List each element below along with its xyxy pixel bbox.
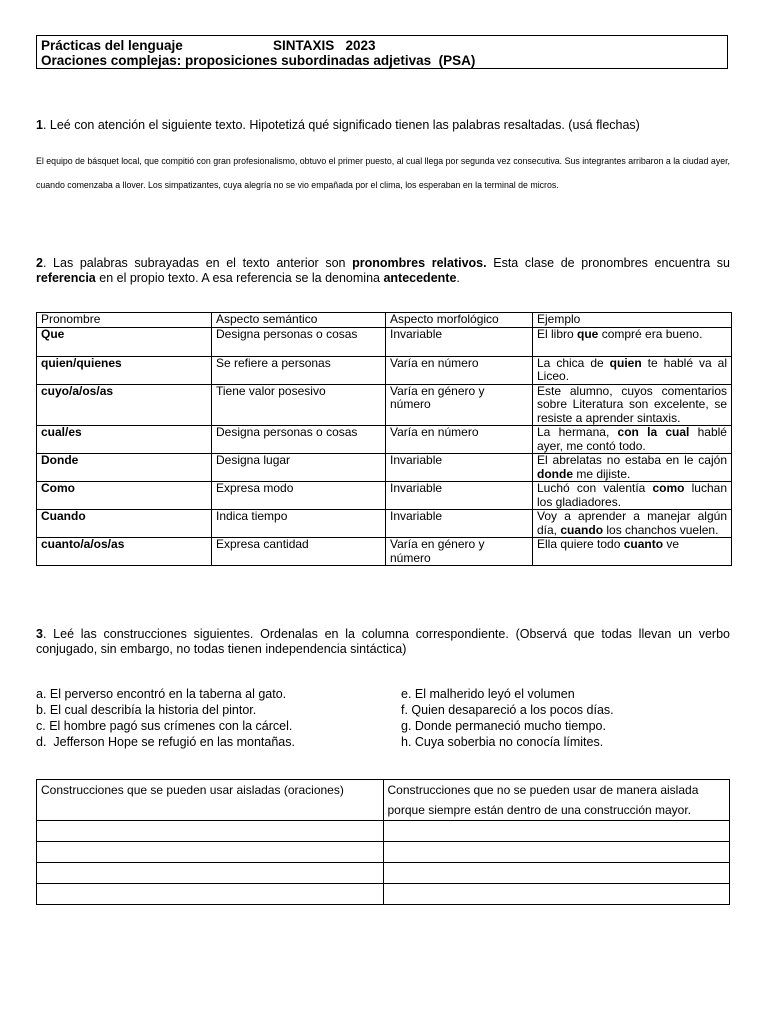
example-cell — [533, 510, 732, 538]
classification-header-row — [37, 780, 730, 821]
example-bold: cuanto — [623, 537, 664, 551]
question-1-text: . Leé con atención el siguiente texto. Hipotetizá qué significado tienen las palabras resaltadas. (usá flechas) — [42, 118, 640, 132]
example-text: Voy a aprender a manejar algún día, — [537, 509, 727, 537]
example-text: luchan los gladiadores. — [537, 481, 727, 509]
question-2-text-2: Esta clase de pronombres encuentra su — [486, 256, 730, 270]
pronoun-cell: cual/es — [37, 426, 212, 454]
subject-title: Prácticas del lenguaje — [41, 38, 183, 53]
pronoun-cell: Como — [37, 482, 212, 510]
example-text: Este alumno, cuyos comentarios sobre Literatura son excelente, se resiste a aprender sintaxis. — [537, 383, 727, 425]
worksheet-subtitle: Oraciones complejas: proposiciones subordinadas adjetivas (PSA) — [41, 53, 476, 68]
example-cell — [533, 454, 732, 482]
topic-title: SINTAXIS 2023 — [273, 38, 376, 53]
list-item: e. El malherido leyó el volumen — [401, 687, 575, 701]
example-text: La chica de — [537, 355, 610, 370]
answer-row — [37, 842, 730, 863]
pronoun-cell: Donde — [37, 454, 212, 482]
example-text: me dijiste. — [573, 466, 631, 481]
example-text: Ella quiere todo — [537, 537, 624, 551]
list-item: g. Donde permaneció mucho tiempo. — [401, 719, 606, 733]
example-text: compré era bueno. — [598, 326, 703, 341]
example-text: los chanchos vuelen. — [603, 522, 719, 537]
column-oraciones-header: Construcciones que se pueden usar aisladas (oraciones) — [37, 780, 384, 821]
example-bold: que — [577, 326, 599, 341]
list-item: d. Jefferson Hope se refugió en las montañas. — [36, 735, 295, 749]
question-2-text-4: . — [456, 270, 460, 285]
semantic-cell: Indica tiempo — [212, 510, 386, 538]
example-text: hablé ayer, me contó todo. — [537, 425, 727, 453]
list-item: h. Cuya soberbia no conocía límites. — [401, 735, 604, 749]
semantic-cell: Designa lugar — [212, 454, 386, 482]
header-morfologico: Aspecto morfológico — [386, 313, 533, 328]
example-cell — [533, 538, 732, 566]
list-item: f. Quien desapareció a los pocos días. — [401, 703, 614, 717]
table-row — [37, 327, 732, 356]
semantic-cell: Se refiere a personas — [212, 356, 386, 384]
answer-cell-aisladas[interactable] — [37, 821, 384, 842]
question-2-bold-1: pronombres relativos. — [352, 256, 487, 270]
example-bold: cuando — [560, 522, 604, 537]
classification-table — [36, 779, 730, 905]
morphology-cell: Invariable — [386, 327, 533, 356]
relative-pronouns-table — [36, 312, 732, 566]
morphology-cell: Varía en género y número — [386, 384, 533, 426]
pronoun-cell: cuyo/a/os/as — [37, 384, 212, 426]
question-3-number: 3 — [36, 627, 43, 641]
table-row — [37, 510, 732, 538]
example-cell — [533, 356, 732, 384]
table-row — [37, 482, 732, 510]
answer-cell-aisladas[interactable] — [37, 884, 384, 905]
question-2-text-1: . Las palabras subrayadas en el texto anterior son — [42, 256, 353, 270]
example-cell — [533, 327, 732, 356]
pronoun-cell: quien/quienes — [37, 356, 212, 384]
list-item: b. El cual describía la historia del pintor. — [36, 703, 257, 717]
example-text: te hablé va al Liceo. — [537, 355, 727, 383]
answer-cell-aisladas[interactable] — [37, 863, 384, 884]
semantic-cell: Expresa cantidad — [212, 538, 386, 566]
question-1-number: 1 — [36, 118, 43, 132]
morphology-cell: Varía en número — [386, 426, 533, 454]
table-row — [37, 356, 732, 384]
semantic-cell: Designa personas o cosas — [212, 327, 386, 356]
table-row — [37, 538, 732, 566]
header-box — [36, 35, 728, 69]
table-row — [37, 384, 732, 426]
pronoun-cell: Cuando — [37, 510, 212, 538]
header-ejemplo: Ejemplo — [533, 313, 732, 328]
header-pronombre: Pronombre — [37, 313, 212, 328]
example-text: ve — [663, 537, 680, 551]
pronoun-cell: Que — [37, 327, 212, 356]
answer-cell-no-aisladas[interactable] — [383, 842, 730, 863]
example-bold: quien — [609, 355, 642, 370]
answer-cell-no-aisladas[interactable] — [383, 884, 730, 905]
table-header-row — [37, 313, 732, 328]
example-text: La hermana, — [537, 425, 618, 439]
example-bold: como — [652, 481, 685, 495]
example-cell — [533, 384, 732, 426]
constructions-list-left — [36, 686, 295, 750]
answer-row — [37, 884, 730, 905]
question-2-number: 2 — [36, 256, 43, 270]
morphology-cell: Varía en número — [386, 356, 533, 384]
semantic-cell: Expresa modo — [212, 482, 386, 510]
semantic-cell: Tiene valor posesivo — [212, 384, 386, 426]
answer-row — [37, 863, 730, 884]
semantic-cell: Designa personas o cosas — [212, 426, 386, 454]
example-bold: con la cual — [617, 425, 690, 439]
table-row — [37, 454, 732, 482]
example-text: El abrelatas no estaba en le cajón — [537, 453, 727, 467]
answer-cell-aisladas[interactable] — [37, 842, 384, 863]
question-2-bold-2: referencia — [36, 270, 96, 285]
column-no-aisladas-header: Construcciones que no se pueden usar de manera aislada porque siempre están dentro de una construcción mayor. — [383, 780, 730, 821]
question-3 — [36, 627, 730, 657]
list-item: c. El hombre pagó sus crímenes con la cárcel. — [36, 719, 293, 733]
question-2-text-3: en el propio texto. A esa referencia se la denomina — [95, 270, 384, 285]
answer-cell-no-aisladas[interactable] — [383, 821, 730, 842]
answer-cell-no-aisladas[interactable] — [383, 863, 730, 884]
example-cell — [533, 482, 732, 510]
constructions-list-right — [401, 686, 614, 750]
morphology-cell: Invariable — [386, 482, 533, 510]
answer-row — [37, 821, 730, 842]
question-2 — [36, 256, 730, 285]
table-row — [37, 426, 732, 454]
example-bold: donde — [537, 466, 573, 481]
question-1 — [36, 118, 640, 132]
morphology-cell: Varía en género y número — [386, 538, 533, 566]
morphology-cell: Invariable — [386, 454, 533, 482]
question-3-text: . Leé las construcciones siguientes. Ordenalas en la columna correspondiente. (Observá que todas llevan un verbo conjugado, sin embargo, no todas tienen independencia sintáctica) — [36, 627, 730, 656]
example-cell — [533, 426, 732, 454]
example-text: Luchó con valentía — [537, 481, 653, 495]
reading-paragraph: El equipo de básquet local, que compitió con gran profesionalismo, obtuvo el primer puesto, al cual llega por segunda vez consecutiva. Sus integrantes arribaron a la ciudad ayer, cuando comenzaba a llover. Los simpatizantes, cuya alegría no se vio empañada por el clima, los esperaban en la terminal de micros. — [36, 156, 730, 190]
example-text: El libro — [537, 326, 578, 341]
list-item: a. El perverso encontró en la taberna al gato. — [36, 687, 287, 701]
header-semantico: Aspecto semántico — [212, 313, 386, 328]
morphology-cell: Invariable — [386, 510, 533, 538]
pronoun-cell: cuanto/a/os/as — [37, 538, 212, 566]
question-2-bold-3: antecedente — [383, 270, 457, 285]
